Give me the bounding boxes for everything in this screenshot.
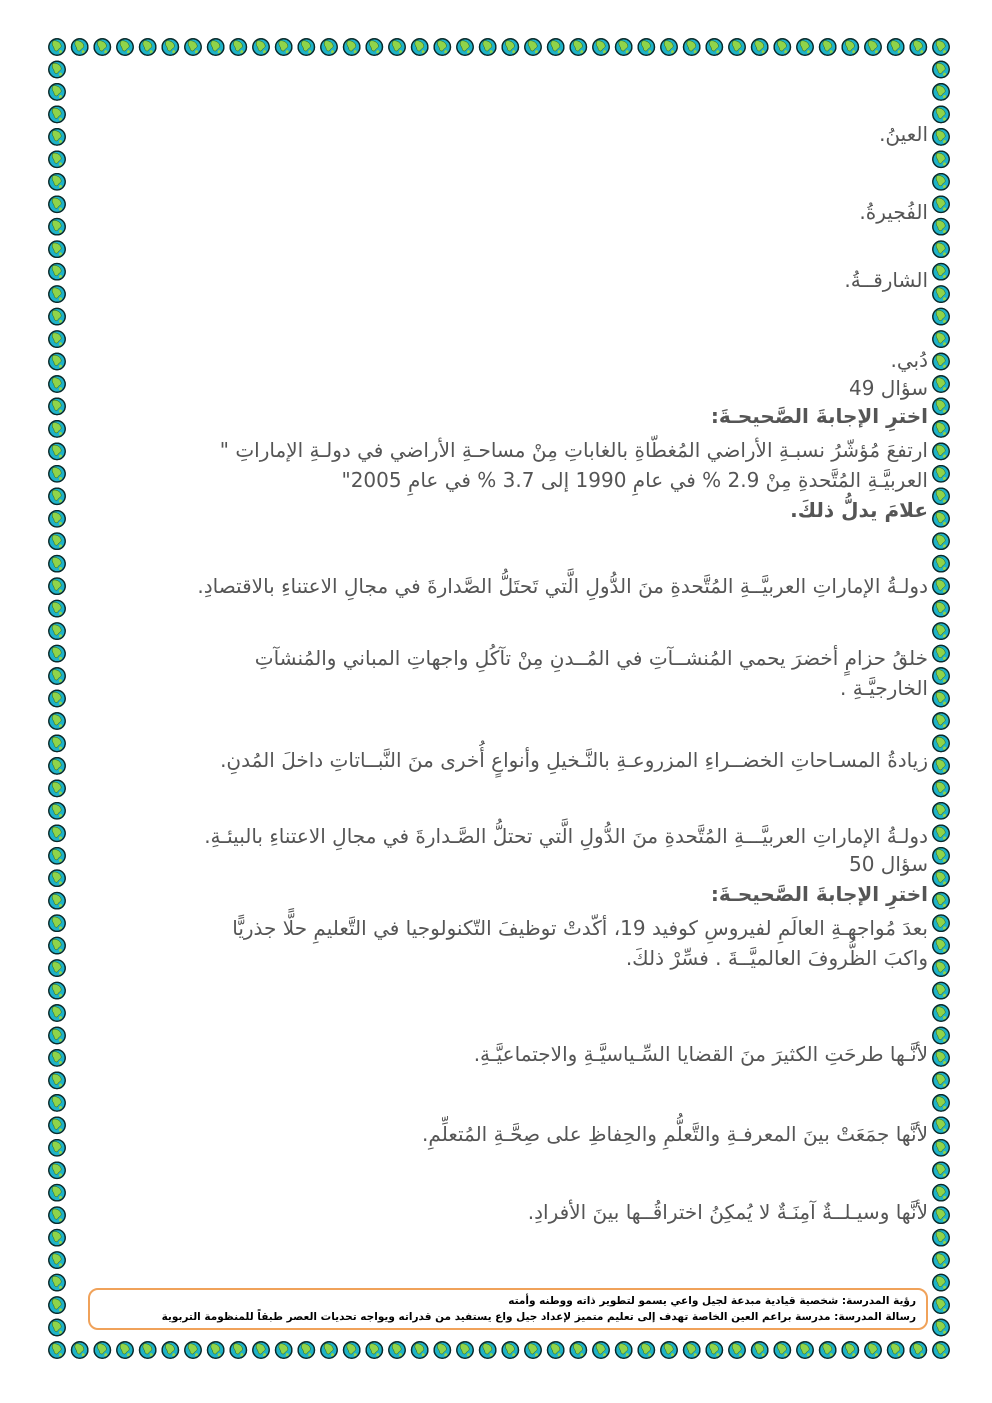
globe-icon <box>49 1095 65 1111</box>
globe-icon <box>49 376 65 392</box>
globe-icon <box>49 713 65 729</box>
globe-icon <box>480 39 496 55</box>
globe-icon <box>49 308 65 324</box>
globe-icon <box>49 1005 65 1021</box>
globe-icon <box>389 1342 405 1358</box>
globe-icon <box>185 1342 201 1358</box>
globe-icon <box>661 39 677 55</box>
globe-icon <box>49 735 65 751</box>
globe-icon <box>49 556 65 572</box>
globe-icon <box>72 1342 88 1358</box>
globe-icon <box>933 376 949 392</box>
globe-icon <box>933 286 949 302</box>
globe-icon <box>933 1117 949 1133</box>
globe-icon <box>525 39 541 55</box>
q50-option-2: لأنَّها جمَعَتْ بينَ المعرفـةِ والتَّعلُّمِ والحِفاظِ على صِحَّـةِ المُتعلِّمِ. <box>422 1122 928 1146</box>
globe-icon <box>933 466 949 482</box>
q49-option-4: دولـةُ الإماراتِ العربيَّـــةِ المُتَّحدةِ منَ الدُّولِ الَّتي تحتلُّ الصَّـدارةَ في مجالِ الاعتناءِ بالبيئـةِ. <box>204 824 928 848</box>
globe-icon <box>910 39 926 55</box>
globe-icon <box>933 937 949 953</box>
globe-icon <box>185 39 201 55</box>
globe-icon <box>72 39 88 55</box>
globe-icon <box>706 39 722 55</box>
globe-icon <box>49 982 65 998</box>
globe-icon <box>752 1342 768 1358</box>
globe-icon <box>502 39 518 55</box>
globe-icon <box>933 1027 949 1043</box>
globe-icon <box>933 848 949 864</box>
globe-icon <box>933 331 949 347</box>
globe-icon <box>933 1140 949 1156</box>
globe-icon <box>548 39 564 55</box>
globe-icon <box>684 39 700 55</box>
globe-icon <box>321 39 337 55</box>
q49-option-2: خلقُ حزامٍ أخضرَ يحمي المُنشــآتِ في المُــدنِ مِنْ تآكُلِ واجهاتِ المباني والمُنشآتِ <box>254 646 928 670</box>
globe-icon <box>729 1342 745 1358</box>
globe-icon <box>729 39 745 55</box>
globe-icon <box>910 1342 926 1358</box>
globe-icon <box>49 803 65 819</box>
globe-icon <box>797 1342 813 1358</box>
globe-icon <box>933 129 949 145</box>
globe-icon <box>616 39 632 55</box>
globe-icon <box>933 735 949 751</box>
globe-icon <box>140 39 156 55</box>
globe-icon <box>344 1342 360 1358</box>
globe-icon <box>933 825 949 841</box>
globe-icon <box>49 825 65 841</box>
globe-icon <box>933 780 949 796</box>
globe-icon <box>94 1342 110 1358</box>
question-49-stem-line1: ارتفعَ مُؤشّرُ نسبـةِ الأراضي المُغطّاةِ بالغاباتِ مِنْ مساحـةِ الأراضي في دولـةِ الإماراتِ " <box>219 438 928 462</box>
globe-icon <box>933 241 949 257</box>
globe-icon <box>49 39 65 55</box>
globe-icon <box>49 443 65 459</box>
question-49-instruction: اخترِ الإجابةَ الصَّحيحـةَ: <box>710 404 928 428</box>
globe-icon <box>842 1342 858 1358</box>
globe-icon <box>276 39 292 55</box>
question-50-label: سؤال 50 <box>849 852 928 876</box>
globe-icon <box>933 443 949 459</box>
globe-icon <box>933 600 949 616</box>
globe-icon <box>570 39 586 55</box>
globe-icon <box>49 668 65 684</box>
globe-icon <box>933 668 949 684</box>
globe-icon <box>49 1274 65 1290</box>
globe-icon <box>49 488 65 504</box>
option-al-ain: العينُ. <box>879 122 928 146</box>
globe-icon <box>49 1207 65 1223</box>
globe-icon <box>253 39 269 55</box>
option-sharjah: الشارقــةُ. <box>844 268 928 292</box>
globe-icon <box>49 1297 65 1313</box>
globe-icon <box>933 1207 949 1223</box>
globe-icon <box>49 623 65 639</box>
globe-icon <box>49 331 65 347</box>
globe-icon <box>933 106 949 122</box>
globe-icon <box>49 84 65 100</box>
globe-icon <box>49 129 65 145</box>
globe-icon <box>366 1342 382 1358</box>
globe-icon <box>933 1050 949 1066</box>
globe-icon <box>434 1342 450 1358</box>
globe-icon <box>49 533 65 549</box>
question-49-prompt: علامَ يدلُّ ذلكَ. <box>790 498 928 522</box>
globe-icon <box>49 151 65 167</box>
globe-icon <box>842 39 858 55</box>
globe-icon <box>933 713 949 729</box>
globe-icon <box>820 1342 836 1358</box>
globe-icon <box>49 106 65 122</box>
option-dubai: دُبي. <box>890 348 928 372</box>
globe-icon <box>457 1342 473 1358</box>
globe-icon <box>276 1342 292 1358</box>
globe-icon <box>298 1342 314 1358</box>
globe-icon <box>933 196 949 212</box>
globe-icon <box>49 398 65 414</box>
globe-icon <box>162 39 178 55</box>
globe-icon <box>933 893 949 909</box>
globe-icon <box>49 870 65 886</box>
globe-icon <box>933 511 949 527</box>
globe-icon <box>638 39 654 55</box>
globe-icon <box>344 39 360 55</box>
globe-icon <box>366 39 382 55</box>
q50-option-3: لأنَّها وسيـلــةٌ آمِنَـةٌ لا يُمكِنُ اختراقُــها بينَ الأفرادِ. <box>527 1200 928 1224</box>
globe-icon <box>230 1342 246 1358</box>
globe-icon <box>49 960 65 976</box>
globe-icon <box>933 398 949 414</box>
globe-icon <box>933 1297 949 1313</box>
school-vision-mission-box <box>88 1288 928 1330</box>
globe-icon <box>548 1342 564 1358</box>
globe-icon <box>49 1117 65 1133</box>
globe-icon <box>593 39 609 55</box>
q49-option-2-cont: الخارجيَّـةِ . <box>839 676 928 700</box>
school-mission: رسالة المدرسة: مدرسة براعم العين الخاصة تهدف إلى تعليم متميز لإعداد جيل واع يستفيد من قدراته ويواجه تحديات العصر طبقاً للمنظومة التربوية <box>161 1311 916 1323</box>
globe-icon <box>49 264 65 280</box>
globe-icon <box>933 39 949 55</box>
q49-option-3: زيادةُ المسـاحاتِ الخضــراءِ المزروعـةِ بالنَّـخيلِ وأنواعٍ أُخرى منَ النَّبــاتاتِ داخلَ المُدنِ. <box>220 748 928 772</box>
globe-icon <box>933 488 949 504</box>
globe-icon <box>865 1342 881 1358</box>
globe-icon <box>49 1252 65 1268</box>
globe-icon <box>49 645 65 661</box>
q49-option-1: دولـةُ الإماراتِ العربيَّــةِ المُتَّحدةِ منَ الدُّولِ الَّتي تَحتَلُّ الصَّدارةَ في مجالِ الاعتناءِ بالاقتصادِ. <box>197 574 928 598</box>
globe-icon <box>933 219 949 235</box>
globe-icon <box>49 219 65 235</box>
globe-icon <box>933 1005 949 1021</box>
globe-icon <box>49 1342 65 1358</box>
globe-icon <box>49 1050 65 1066</box>
globe-icon <box>140 1342 156 1358</box>
globe-icon <box>208 1342 224 1358</box>
globe-icon <box>208 39 224 55</box>
globe-icon <box>49 174 65 190</box>
globe-icon <box>933 308 949 324</box>
globe-icon <box>502 1342 518 1358</box>
globe-icon <box>933 1274 949 1290</box>
globe-icon <box>933 353 949 369</box>
globe-icon <box>49 196 65 212</box>
globe-icon <box>412 39 428 55</box>
globe-icon <box>616 1342 632 1358</box>
globe-icon <box>94 39 110 55</box>
globe-icon <box>230 39 246 55</box>
globe-icon <box>49 848 65 864</box>
globe-icon <box>933 623 949 639</box>
globe-icon <box>933 151 949 167</box>
globe-icon <box>480 1342 496 1358</box>
worksheet-content <box>80 110 928 1270</box>
question-50-instruction: اخترِ الإجابةَ الصَّحيحـةَ: <box>710 882 928 906</box>
globe-icon <box>888 1342 904 1358</box>
globe-icon <box>933 1072 949 1088</box>
globe-icon <box>525 1342 541 1358</box>
globe-icon <box>933 803 949 819</box>
globe-icon <box>49 511 65 527</box>
q50-option-1: لأنَّـها طرحَتِ الكثيرَ منَ القضايا السِّـياسيَّـةِ والاجتماعيَّـةِ. <box>473 1042 928 1066</box>
globe-icon <box>933 84 949 100</box>
globe-icon <box>638 1342 654 1358</box>
globe-icon <box>593 1342 609 1358</box>
globe-icon <box>933 870 949 886</box>
globe-icon <box>933 1319 949 1335</box>
globe-icon <box>933 982 949 998</box>
globe-icon <box>49 421 65 437</box>
globe-icon <box>933 690 949 706</box>
globe-icon <box>49 690 65 706</box>
globe-icon <box>49 1072 65 1088</box>
globe-icon <box>684 1342 700 1358</box>
globe-icon <box>933 556 949 572</box>
globe-icon <box>933 960 949 976</box>
globe-icon <box>117 1342 133 1358</box>
globe-icon <box>389 39 405 55</box>
globe-icon <box>321 1342 337 1358</box>
globe-icon <box>752 39 768 55</box>
question-50-stem-line1: بعدَ مُواجهـةِ العالَمِ لفيروسِ كوفيد 19، أكّدتْ توظيفَ التّكنولوجيا في التَّعليمِ حلًّا جذريًّا <box>232 916 928 940</box>
globe-icon <box>570 1342 586 1358</box>
globe-icon <box>412 1342 428 1358</box>
globe-icon <box>298 39 314 55</box>
globe-icon <box>933 645 949 661</box>
globe-icon <box>49 1185 65 1201</box>
question-49-stem-line2: العربيَّـةِ المُتَّحدةِ مِنْ 2.9 % في عامِ 1990 إلى 3.7 % في عامِ 2005" <box>341 468 928 492</box>
globe-icon <box>49 578 65 594</box>
globe-icon <box>162 1342 178 1358</box>
globe-icon <box>933 264 949 280</box>
globe-icon <box>933 915 949 931</box>
globe-icon <box>49 937 65 953</box>
globe-icon <box>933 758 949 774</box>
globe-icon <box>706 1342 722 1358</box>
globe-icon <box>49 780 65 796</box>
globe-icon <box>774 1342 790 1358</box>
globe-icon <box>49 1140 65 1156</box>
globe-icon <box>933 1230 949 1246</box>
globe-icon <box>49 758 65 774</box>
globe-icon <box>774 39 790 55</box>
globe-icon <box>49 915 65 931</box>
globe-icon <box>49 1319 65 1335</box>
globe-icon <box>933 61 949 77</box>
globe-icon <box>49 286 65 302</box>
globe-icon <box>820 39 836 55</box>
globe-icon <box>49 466 65 482</box>
option-fujairah: الفُجيرةُ. <box>859 200 928 224</box>
globe-icon <box>434 39 450 55</box>
globe-icon <box>933 1185 949 1201</box>
globe-icon <box>253 1342 269 1358</box>
globe-icon <box>49 600 65 616</box>
globe-icon <box>933 174 949 190</box>
globe-icon <box>49 1230 65 1246</box>
globe-icon <box>49 241 65 257</box>
globe-icon <box>49 893 65 909</box>
globe-icon <box>49 353 65 369</box>
globe-icon <box>49 1027 65 1043</box>
globe-icon <box>933 1342 949 1358</box>
globe-icon <box>888 39 904 55</box>
globe-icon <box>933 533 949 549</box>
globe-icon <box>797 39 813 55</box>
globe-icon <box>117 39 133 55</box>
globe-icon <box>49 61 65 77</box>
question-49-label: سؤال 49 <box>849 376 928 400</box>
globe-icon <box>865 39 881 55</box>
globe-icon <box>933 1162 949 1178</box>
globe-icon <box>457 39 473 55</box>
globe-icon <box>933 578 949 594</box>
question-50-stem-line2: واكبَ الظُّروفَ العالميَّــةَ . فسِّرْ ذلكَ. <box>625 946 928 970</box>
globe-icon <box>661 1342 677 1358</box>
globe-icon <box>933 1252 949 1268</box>
globe-icon <box>49 1162 65 1178</box>
globe-icon <box>933 1095 949 1111</box>
globe-icon <box>933 421 949 437</box>
school-vision: رؤية المدرسة: شخصية قيادية مبدعة لجيل واعي يسمو لتطوير ذاته ووطنه وأمته <box>508 1295 916 1307</box>
